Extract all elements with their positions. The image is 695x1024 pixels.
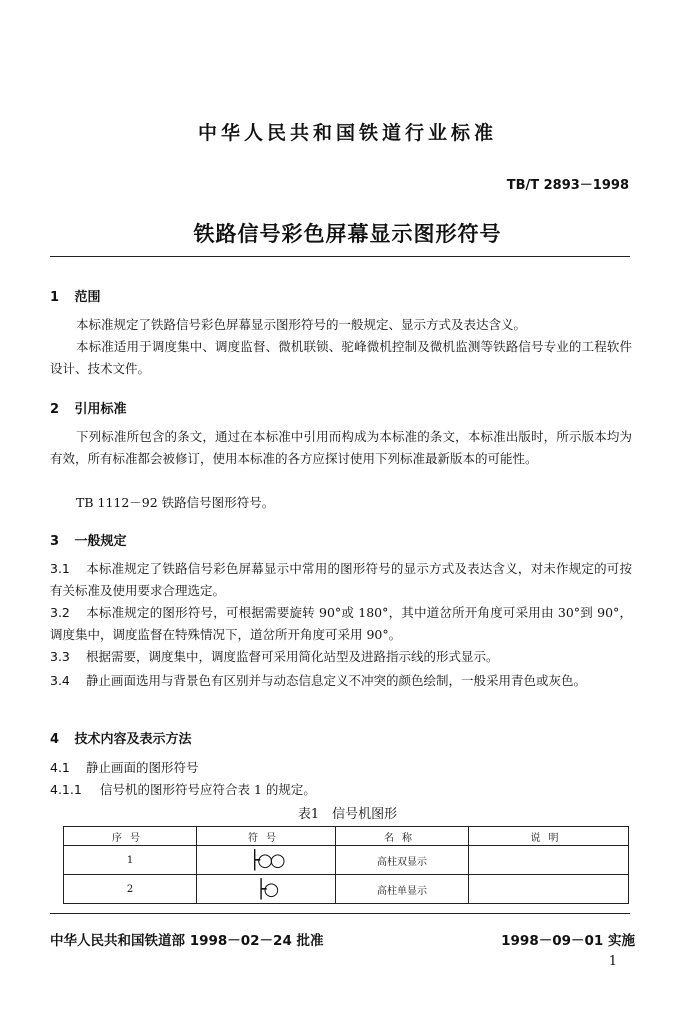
clause-3-3 <box>50 646 632 668</box>
table-caption: 表1 信号机图形 <box>297 807 398 822</box>
section-2-title: 引用标准 <box>74 402 127 417</box>
document-title: 铁路信号彩色屏幕显示图形符号 <box>193 222 502 246</box>
clause-3-4 <box>50 670 632 692</box>
header-name: 名称 <box>336 827 469 846</box>
clause-3-4-text: 静止画面选用与背景色有区别并与动态信息定义不冲突的颜色绘制，一般采用青色或灰色。 <box>86 673 587 688</box>
header-symbol: 符号 <box>197 827 336 846</box>
section-1-heading <box>50 286 101 305</box>
clause-4-1-1-text: 信号机的图形符号应符合表 1 的规定。 <box>100 782 316 797</box>
implementation-date: 1998－09－01 实施 <box>501 933 635 949</box>
section-1-title: 范围 <box>74 290 101 305</box>
section-4-title: 技术内容及表示方法 <box>74 732 192 747</box>
clause-3-1 <box>50 558 632 602</box>
clause-3-2-text: 本标准规定的图形符号，可根据需要旋转 90°或 180°，其中道岔所开角度可采用由 30°到 90°，调度集中，调度监督在特殊情况下，道岔所开角度可采用 90°。 <box>50 605 632 642</box>
row-2-no: 2 <box>64 875 197 904</box>
header-no: 序号 <box>64 827 197 846</box>
signal-single-icon: ├○ <box>197 875 336 904</box>
row-1-note <box>469 846 629 875</box>
row-1-name: 高柱双显示 <box>336 846 469 875</box>
signal-table <box>63 826 629 904</box>
standard-code: TB/T 2893－1998 <box>506 178 629 193</box>
clause-4-1 <box>50 757 632 779</box>
clause-3-2 <box>50 602 632 646</box>
clause-3-3-text: 根据需要，调度集中，调度监督可采用简化站型及进路指示线的形式显示。 <box>86 649 499 664</box>
section-4-number: 4 <box>50 732 60 747</box>
clause-3-2-number: 3.2 <box>50 605 70 620</box>
clause-3-3-number: 3.3 <box>50 649 70 664</box>
section-2-number: 2 <box>50 402 60 417</box>
table-row <box>64 846 629 875</box>
clause-3-1-number: 3.1 <box>50 561 70 576</box>
org-title: 中华人民共和国铁道行业标准 <box>197 122 497 144</box>
approval-line: 中华人民共和国铁道部 1998－02－24 批准 <box>50 933 324 949</box>
header-note: 说明 <box>469 827 629 846</box>
section-3-heading <box>50 530 127 549</box>
section-3-number: 3 <box>50 534 60 549</box>
section-1-para-2: 本标准适用于调度集中、调度监督、微机联锁、驼峰微机控制及微机监测等铁路信号专业的工程软件设计、技术文件。 <box>50 339 632 376</box>
section-3-title: 一般规定 <box>74 534 127 549</box>
row-2-name: 高柱单显示 <box>336 875 469 904</box>
table-row <box>64 875 629 904</box>
clause-4-1-1-number: 4.1.1 <box>50 782 82 797</box>
clause-3-1-text: 本标准规定了铁路信号彩色屏幕显示中常用的图形符号的显示方式及表达含义，对未作规定的可按有关标准及使用要求合理选定。 <box>50 561 632 598</box>
clause-4-1-1 <box>50 779 632 801</box>
title-rule <box>50 256 630 257</box>
section-2-para-2: TB 1112－92 铁路信号图形符号。 <box>76 495 275 510</box>
section-2-para-1: 下列标准所包含的条文，通过在本标准中引用而构成为本标准的条文，本标准出版时，所示版本均为有效，所有标准都会被修订，使用本标准的各方应探讨使用下列标准最新版本的可能性。 <box>50 429 632 466</box>
section-2-heading <box>50 398 127 417</box>
footer-rule <box>50 913 630 914</box>
row-1-no: 1 <box>64 846 197 875</box>
section-4-heading <box>50 728 192 747</box>
table-header-row <box>64 827 629 846</box>
page-number: 1 <box>608 954 617 969</box>
clause-3-4-number: 3.4 <box>50 673 70 688</box>
section-1-number: 1 <box>50 290 60 305</box>
clause-4-1-text: 静止画面的图形符号 <box>86 760 199 775</box>
row-2-note <box>469 875 629 904</box>
section-1-para-1: 本标准规定了铁路信号彩色屏幕显示图形符号的一般规定、显示方式及表达含义。 <box>76 317 527 332</box>
clause-4-1-number: 4.1 <box>50 760 70 775</box>
signal-double-icon: ├○○ <box>197 846 336 875</box>
